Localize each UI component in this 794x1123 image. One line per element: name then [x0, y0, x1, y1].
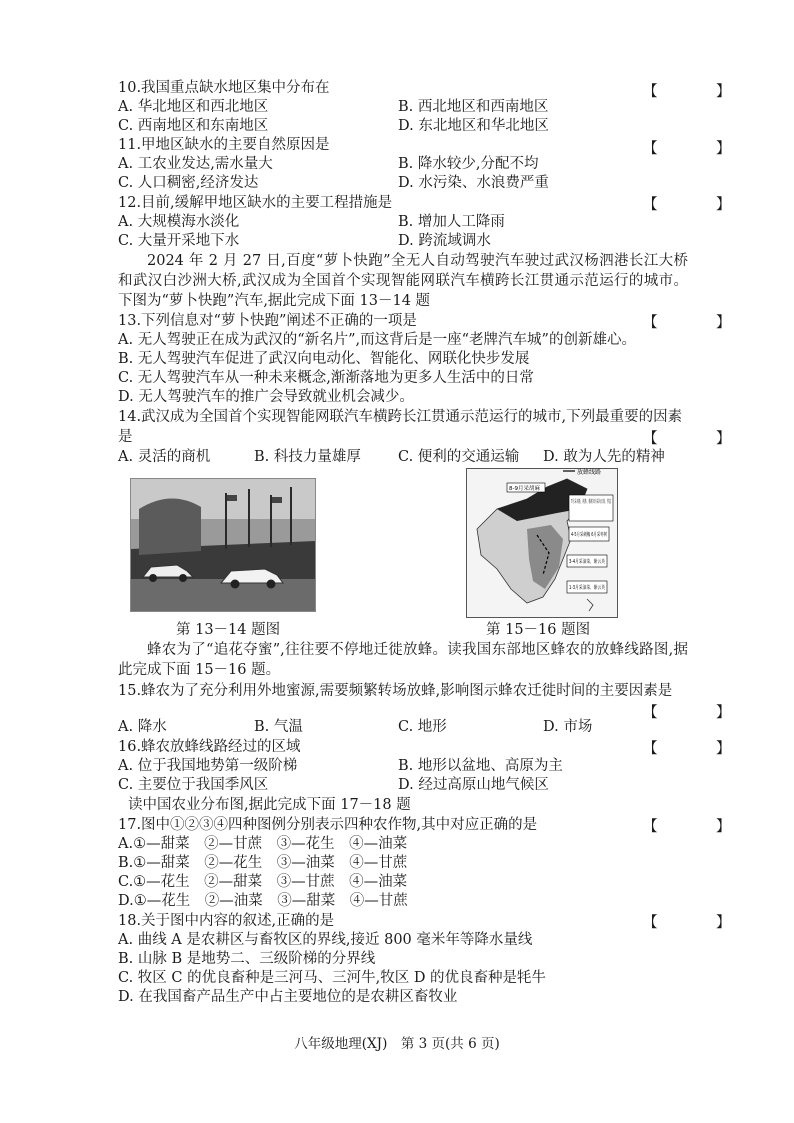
q16-answer-bracket[interactable]: 【 】 [643, 741, 753, 757]
figure-caption-15-16: 第 15－16 题图 [486, 622, 591, 638]
q17-stem: 17.图中①②③④四种图例分别表示四种农作物,其中对应正确的是 [118, 817, 538, 833]
q11-option-d[interactable]: D. 水污染、水浪费严重 [398, 175, 549, 191]
figure-caption-13-14: 第 13－14 题图 [176, 622, 281, 638]
q17-answer-bracket[interactable]: 【 】 [643, 819, 753, 835]
q11-answer-bracket[interactable]: 【 】 [643, 141, 753, 157]
q13-option-c[interactable]: C. 无人驾驶汽车从一种未来概念,渐渐落地为更多人生活中的日常 [118, 370, 534, 386]
q14-option-c[interactable]: C. 便利的交通运输 [398, 449, 520, 465]
q10-answer-bracket[interactable]: 【 】 [643, 84, 753, 100]
q17-option-b[interactable]: B.①—甜菜 ②—花生 ③—油菜 ④—甘蔗 [118, 855, 408, 871]
q17-option-c[interactable]: C.①—花生 ②—甜菜 ③—甘蔗 ④—油菜 [118, 874, 408, 890]
q16-option-c[interactable]: C. 主要位于我国季风区 [118, 777, 269, 793]
q10-option-c[interactable]: C. 西南地区和东南地区 [118, 118, 269, 134]
robotaxi-photo [130, 478, 316, 612]
q18-option-d[interactable]: D. 在我国畜产品生产中占主要地位的是农耕区畜牧业 [118, 989, 458, 1005]
q10-option-b[interactable]: B. 西北地区和西南地区 [398, 99, 549, 115]
map-label-4: 3-4月采油菜、紫云英 [569, 559, 618, 565]
q17-option-a[interactable]: A.①—甜菜 ②—甘蔗 ③—花生 ④—油菜 [118, 836, 408, 852]
q14-stem: 14.武汉成为全国首个实现智能网联汽车横跨长江贯通示范运行的城市,下列最重要的因素 [118, 409, 683, 425]
q10-option-d[interactable]: D. 东北地区和华北地区 [398, 118, 549, 134]
map-label-5: 1-3月采油菜、紫云英 [569, 585, 618, 591]
q12-stem: 12.目前,缓解甲地区缺水的主要工程措施是 [118, 195, 393, 211]
q16-option-b[interactable]: B. 地形以盆地、高原为主 [398, 758, 563, 774]
q15-answer-bracket[interactable]: 【 】 [643, 705, 753, 721]
q16-option-a[interactable]: A. 位于我国地势第一级阶梯 [118, 758, 298, 774]
map-label-1: 8-9月采胡麻 [509, 486, 540, 492]
intro-17-18: 读中国农业分布图,据此完成下面 17－18 题 [128, 797, 411, 813]
q18-option-a[interactable]: A. 曲线 A 是农耕区与畜牧区的界线,接近 800 毫米年等降水量线 [118, 932, 533, 948]
q16-stem: 16.蜂农放蜂线路经过的区域 [118, 739, 301, 755]
intro-13-14: 2024 年 2 月 27 日,百度“萝卜快跑”全无人自动驾驶汽车驶过武汉杨泗港长江大桥和武汉白沙洲大桥,武汉成为全国首个实现智能网联汽车横跨长江贯通示范运行的城市。下图为“萝卜快跑”汽车,据此完成下面 13－14 题 [118, 253, 688, 309]
q16-option-d[interactable]: D. 经过高原山地气候区 [398, 777, 549, 793]
q13-answer-bracket[interactable]: 【 】 [643, 315, 753, 331]
q18-option-b[interactable]: B. 山脉 B 是地势二、三级阶梯的分界线 [118, 951, 376, 967]
q17-option-d[interactable]: D.①—花生 ②—油菜 ③—甜菜 ④—甘蔗 [118, 893, 408, 909]
q12-answer-bracket[interactable]: 【 】 [643, 197, 753, 213]
q14-option-d[interactable]: D. 敢为人先的精神 [543, 449, 665, 465]
q14-option-a[interactable]: A. 灵活的商机 [118, 449, 211, 465]
q12-option-b[interactable]: B. 增加人工降雨 [398, 214, 505, 230]
q13-option-a[interactable]: A. 无人驾驶正在成为武汉的“新名片”,而这背后是一座“老牌汽车城”的创新雄心。 [118, 332, 636, 348]
q15-option-a[interactable]: A. 降水 [118, 719, 167, 735]
q12-option-c[interactable]: C. 大量开采地下水 [118, 233, 240, 249]
q15-stem: 15.蜂农为了充分利用外地蜜源,需要频繁转场放蜂,影响图示蜂农迁徙时间的主要因素是 [118, 683, 673, 699]
q14-option-b[interactable]: B. 科技力量雄厚 [254, 449, 361, 465]
robotaxi-photo-art [131, 479, 315, 611]
q11-option-b[interactable]: B. 降水较少,分配不均 [398, 156, 539, 172]
q13-option-b[interactable]: B. 无人驾驶汽车促进了武汉向电动化、智能化、网联化快步发展 [118, 351, 530, 367]
q15-option-d[interactable]: D. 市场 [543, 719, 593, 735]
q18-option-c[interactable]: C. 牧区 C 的优良畜种是三河马、三河牛,牧区 D 的优良畜种是牦牛 [118, 970, 547, 986]
bee-route-map-art [467, 469, 669, 617]
q18-stem: 18.关于图中内容的叙述,正确的是 [118, 913, 335, 929]
bee-route-map [466, 468, 669, 618]
intro-15-16: 蜂农为了“追花夺蜜”,往往要不停地迁徙放蜂。读我国东部地区蜂农的放蜂线路图,据此完成下面 15－16 题。 [118, 642, 688, 678]
q12-option-d[interactable]: D. 跨流域调水 [398, 233, 491, 249]
q15-option-c[interactable]: C. 地形 [398, 719, 447, 735]
q12-option-a[interactable]: A. 大规模海水淡化 [118, 214, 240, 230]
map-legend-label: 放蜂线路 [577, 469, 602, 476]
q10-option-a[interactable]: A. 华北地区和西北地区 [118, 99, 269, 115]
q10-stem: 10.我国重点缺水地区集中分布在 [118, 80, 330, 96]
q14-answer-bracket[interactable]: 【 】 [643, 431, 753, 447]
map-label-2: 7月采木槿、荆条、椴树 8月采向日葵、荞麦 [571, 499, 669, 505]
q11-option-c[interactable]: C. 人口稠密,经济发达 [118, 175, 259, 191]
map-label-3: 4-5月采刺槐 6月采枣树 [571, 532, 624, 538]
q15-option-b[interactable]: B. 气温 [254, 719, 303, 735]
q14-stem-end: 是 [118, 429, 133, 445]
q18-answer-bracket[interactable]: 【 】 [643, 915, 753, 931]
q13-option-d[interactable]: D. 无人驾驶汽车的推广会导致就业机会减少。 [118, 389, 414, 405]
page-footer: 八年级地理(XJ) 第 3 页(共 6 页) [294, 1036, 500, 1052]
q11-stem: 11.甲地区缺水的主要自然原因是 [118, 137, 330, 153]
q13-stem: 13.下列信息对“萝卜快跑”阐述不正确的一项是 [118, 313, 417, 329]
q11-option-a[interactable]: A. 工农业发达,需水量大 [118, 156, 273, 172]
